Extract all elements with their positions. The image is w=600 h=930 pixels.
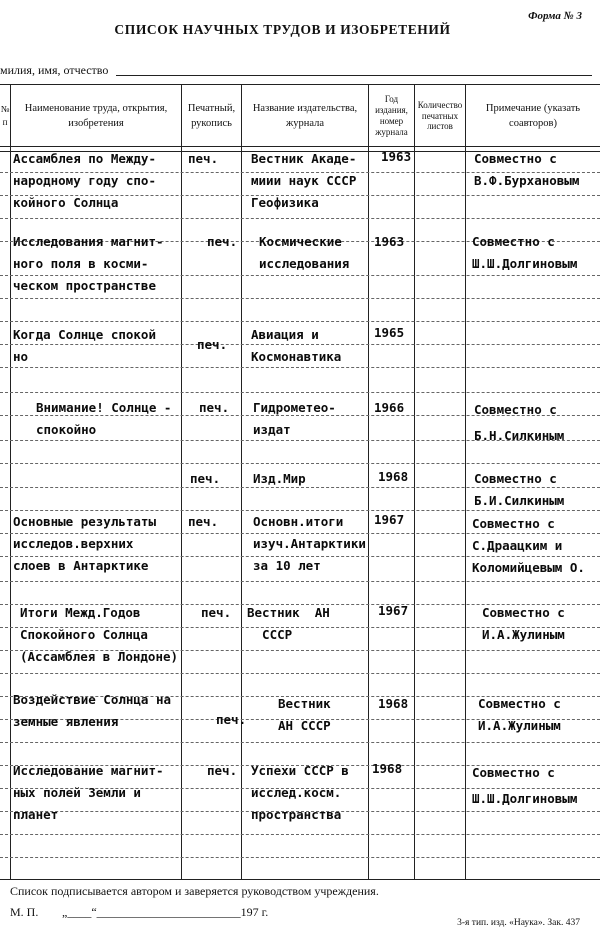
entry-type: печ. <box>216 712 247 727</box>
header-note: Примечание (указать соавторов) <box>485 102 581 129</box>
entry-year: 1963 <box>381 149 412 164</box>
entry-title: Когда Солнце спокой но <box>13 327 156 364</box>
row-line <box>0 392 600 393</box>
row-line <box>0 321 600 322</box>
entry-year: 1966 <box>374 400 405 415</box>
column-divider <box>10 84 11 880</box>
entry-type: печ. <box>207 763 238 778</box>
entry-year: 1968 <box>378 469 409 484</box>
works-table <box>0 84 600 880</box>
entry-year: 1965 <box>374 325 405 340</box>
date-line: „____“________________________197 г. <box>62 905 269 919</box>
row-line <box>0 298 600 299</box>
entry-year: 1968 <box>378 696 409 711</box>
column-divider <box>368 84 369 880</box>
entry-type: печ. <box>207 234 238 249</box>
entry-title: Внимание! Солнце - спокойно <box>36 400 172 437</box>
entry-title: Воздействие Солнца на земные явления <box>13 692 172 729</box>
entry-publisher: Космические исследования <box>259 234 350 271</box>
entry-note: Совместно с Ш.Ш.Долгиновым <box>472 234 578 271</box>
entry-publisher: Изд.Мир <box>253 471 306 486</box>
row-line <box>0 463 600 464</box>
row-line <box>0 218 600 219</box>
row-line <box>0 742 600 743</box>
column-divider <box>465 84 466 880</box>
entry-title: Итоги Межд.Годов Спокойного Солнца (Ассамблея в Лондоне) <box>20 605 179 664</box>
entry-note: Совместно с Б.Н.Силкиным <box>474 402 565 443</box>
row-line <box>0 857 600 858</box>
header-work-title: Наименование труда, открытия, изобретения <box>24 102 168 129</box>
header-divider <box>0 146 600 147</box>
header-number: № п <box>0 103 10 127</box>
entry-publisher: Авиация и Космонавтика <box>251 327 342 364</box>
column-divider <box>414 84 415 880</box>
entry-year: 1968 <box>372 761 403 776</box>
row-line <box>0 673 600 674</box>
entry-title: Основные результаты исследов.верхних слоев в Антарктике <box>13 514 156 573</box>
entry-note: Совместно с И.А.Жулиным <box>482 605 565 642</box>
print-info: 3-я тип. изд. «Наука». Зак. 437 <box>457 918 580 928</box>
page-title: СПИСОК НАУЧНЫХ ТРУДОВ И ИЗОБРЕТЕНИЙ <box>114 22 451 37</box>
entry-type: печ. <box>197 337 228 352</box>
entry-year: 1967 <box>374 512 405 527</box>
entry-publisher: Гидрометео- издат <box>253 400 336 437</box>
row-line <box>0 581 600 582</box>
row-line <box>0 834 600 835</box>
footer-instruction: Список подписывается автором и заверяется руководством учреждения. <box>10 884 379 898</box>
entry-type: печ. <box>188 151 219 166</box>
column-divider <box>181 84 182 880</box>
entry-publisher: Вестник АН СССР <box>278 696 331 733</box>
entry-publisher: Вестник АН СССР <box>247 605 330 642</box>
entry-type: печ. <box>199 400 230 415</box>
entry-note: Совместно с В.Ф.Бурхановым <box>474 151 580 188</box>
entry-type: печ. <box>190 471 221 486</box>
entry-year: 1967 <box>378 603 409 618</box>
entry-publisher: Основн.итоги изуч.Антарктики за 10 лет <box>253 514 366 573</box>
header-printed: Печатный, рукопись <box>187 102 236 129</box>
entry-type: печ. <box>201 605 232 620</box>
header-sheets: Количество печатных листов <box>417 99 463 132</box>
table-top-border <box>0 84 600 85</box>
entry-note: Совместно с С.Драацким и Коломийцевым О. <box>472 516 585 575</box>
table-bottom-border <box>0 879 600 880</box>
entry-type: печ. <box>188 514 219 529</box>
column-divider <box>241 84 242 880</box>
entry-publisher: Вестник Акаде- миии наук СССР Геофизика <box>251 151 357 210</box>
entry-note: Совместно с И.А.Жулиным <box>478 696 561 733</box>
header-year: Год издания, номер журнала <box>375 94 408 137</box>
name-field-line <box>116 75 592 76</box>
entry-publisher: Успехи СССР в исслед.косм. пространства <box>251 763 349 822</box>
entry-note: Совместно с Б.И.Силкиным <box>474 471 565 508</box>
header-publisher: Название издательства, журнала <box>252 102 358 129</box>
entry-title: Исследования магнит- ного поля в косми- ческом пространстве <box>13 234 164 293</box>
entry-title: Ассамблея по Между- народному году спо- койного Солнца <box>13 151 156 210</box>
entry-note: Совместно с Ш.Ш.Долгиновым <box>472 765 578 806</box>
name-field-label: милия, имя, отчество <box>0 63 109 77</box>
form-number-label: Форма № 3 <box>528 10 582 22</box>
entry-title: Исследование магнит- ных полей Земли и планет <box>13 763 164 822</box>
seal-place-label: М. П. <box>10 905 39 919</box>
entry-year: 1963 <box>374 234 405 249</box>
